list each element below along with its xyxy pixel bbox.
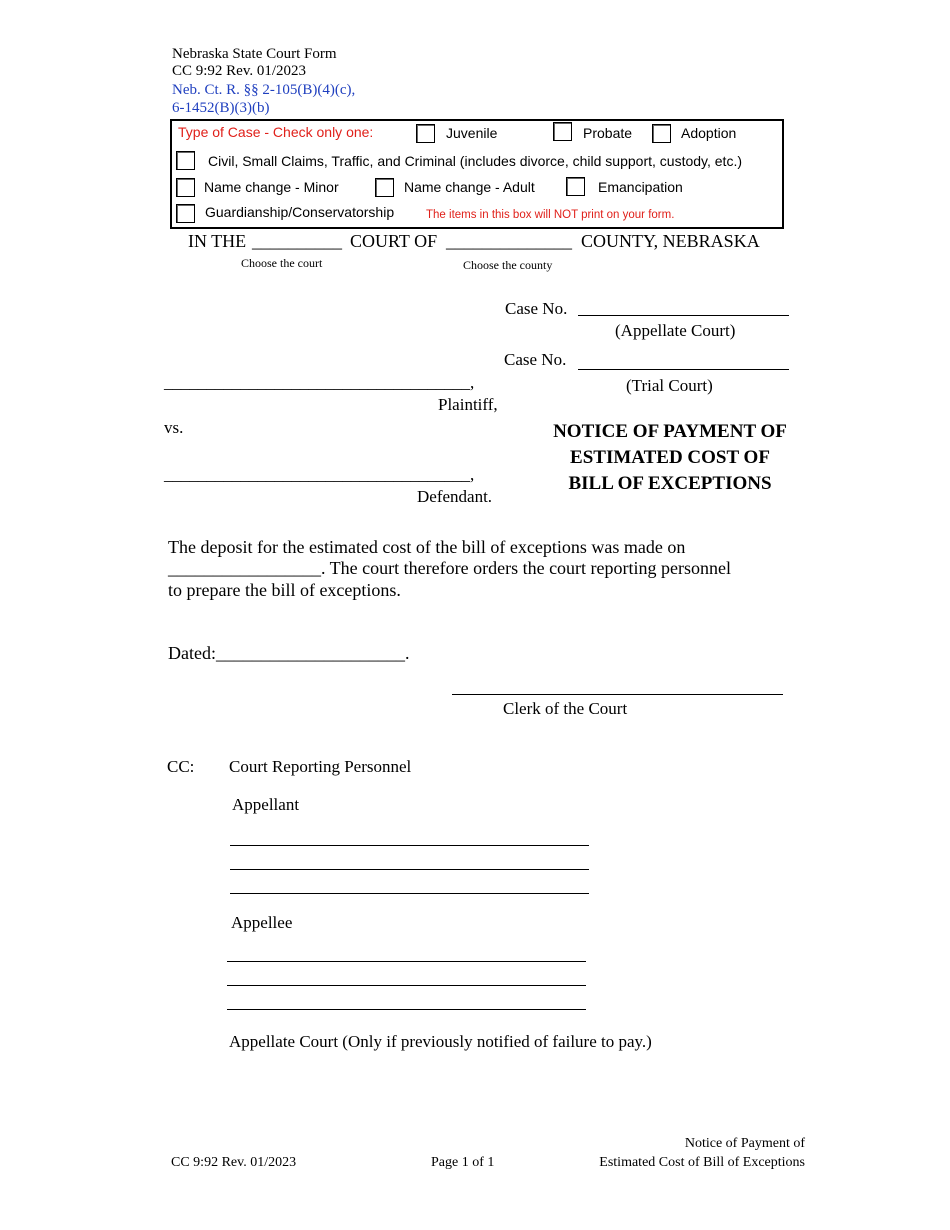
name-change-minor-label: Name change - Minor (204, 179, 339, 195)
dated-label: Dated: (168, 643, 216, 663)
adoption-label: Adoption (681, 125, 737, 141)
county-nebraska-label: COUNTY, NEBRASKA (581, 231, 760, 251)
title-line-2: ESTIMATED COST OF (570, 447, 770, 468)
defendant-name-field[interactable]: ____________________________________, (164, 465, 475, 484)
guardianship-checkbox[interactable] (176, 204, 195, 223)
appellant-line-2[interactable] (230, 869, 589, 870)
emancipation-checkbox[interactable] (566, 177, 585, 196)
body-line-3: to prepare the bill of exceptions. (168, 580, 401, 600)
footer-title-2: Estimated Cost of Bill of Exceptions (599, 1155, 805, 1170)
cc-reporting-personnel: Court Reporting Personnel (229, 757, 412, 776)
juvenile-checkbox[interactable] (416, 124, 435, 143)
title-line-1: NOTICE OF PAYMENT OF (553, 421, 787, 442)
appellee-line-2[interactable] (227, 985, 586, 986)
civil-checkbox[interactable] (176, 151, 195, 170)
case-type-prompt: Type of Case - Check only one: (178, 124, 374, 140)
guardianship-label: Guardianship/Conservatorship (205, 204, 395, 220)
trial-case-no-label: Case No. (504, 350, 567, 369)
dated-field[interactable]: _____________________. (216, 643, 410, 663)
civil-label: Civil, Small Claims, Traffic, and Criminal (includes divorce, child support, custody, etc.) (208, 153, 742, 169)
plaintiff-name-field[interactable]: ____________________________________, (164, 373, 475, 392)
form-name: Nebraska State Court Form (172, 46, 337, 62)
plaintiff-label: Plaintiff, (438, 395, 498, 414)
trial-court-caption: (Trial Court) (626, 376, 713, 395)
footer-title-1: Notice of Payment of (684, 1136, 805, 1151)
probate-checkbox[interactable] (553, 122, 572, 141)
court-rule-link-2[interactable]: 6-1452(B)(3)(b) (172, 100, 270, 116)
probate-label: Probate (583, 125, 633, 141)
cc-appellate-court: Appellate Court (Only if previously notified of failure to pay.) (229, 1032, 652, 1051)
clerk-label: Clerk of the Court (503, 699, 628, 718)
box-note: The items in this box will NOT print on your form. (426, 209, 675, 221)
footer-page-number: Page 1 of 1 (431, 1155, 495, 1170)
title-line-3: BILL OF EXCEPTIONS (568, 473, 772, 494)
document-title (530, 419, 810, 497)
court-of-label: COURT OF (350, 231, 438, 251)
appellant-line-1[interactable] (230, 845, 589, 846)
emancipation-label: Emancipation (598, 179, 683, 195)
appellant-line-3[interactable] (230, 893, 589, 894)
appellee-line-3[interactable] (227, 1009, 586, 1010)
appellee-line-1[interactable] (227, 961, 586, 962)
cc-appellee-label: Appellee (231, 913, 293, 932)
juvenile-label: Juvenile (446, 125, 498, 141)
court-select[interactable]: __________ (252, 231, 342, 251)
appellate-case-no-field[interactable] (578, 315, 789, 316)
cc-label: CC: (167, 757, 195, 776)
body-line-1: The deposit for the estimated cost of the bill of exceptions was made on (168, 537, 686, 557)
footer-form-id: CC 9:92 Rev. 01/2023 (171, 1155, 297, 1170)
defendant-label: Defendant. (417, 487, 493, 506)
court-rule-link-1[interactable]: Neb. Ct. R. §§ 2-105(B)(4)(c), (172, 82, 356, 98)
form-revision: CC 9:92 Rev. 01/2023 (172, 63, 307, 79)
cc-appellant-label: Appellant (232, 795, 300, 814)
appellate-case-no-label: Case No. (505, 299, 568, 318)
adoption-checkbox[interactable] (652, 124, 671, 143)
appellate-court-caption: (Appellate Court) (615, 321, 736, 340)
name-change-minor-checkbox[interactable] (176, 178, 195, 197)
trial-case-no-field[interactable] (578, 369, 789, 370)
in-the-label: IN THE (188, 231, 247, 251)
county-select[interactable]: ______________ (446, 231, 572, 251)
vs-label: vs. (164, 418, 184, 437)
deposit-date-field[interactable]: _________________. The court therefore orders the court reporting personnel (168, 558, 732, 578)
clerk-signature-line[interactable] (452, 694, 783, 695)
name-change-adult-checkbox[interactable] (375, 178, 394, 197)
choose-court-hint: Choose the court (241, 256, 323, 270)
choose-county-hint: Choose the county (463, 258, 553, 272)
name-change-adult-label: Name change - Adult (404, 179, 535, 195)
